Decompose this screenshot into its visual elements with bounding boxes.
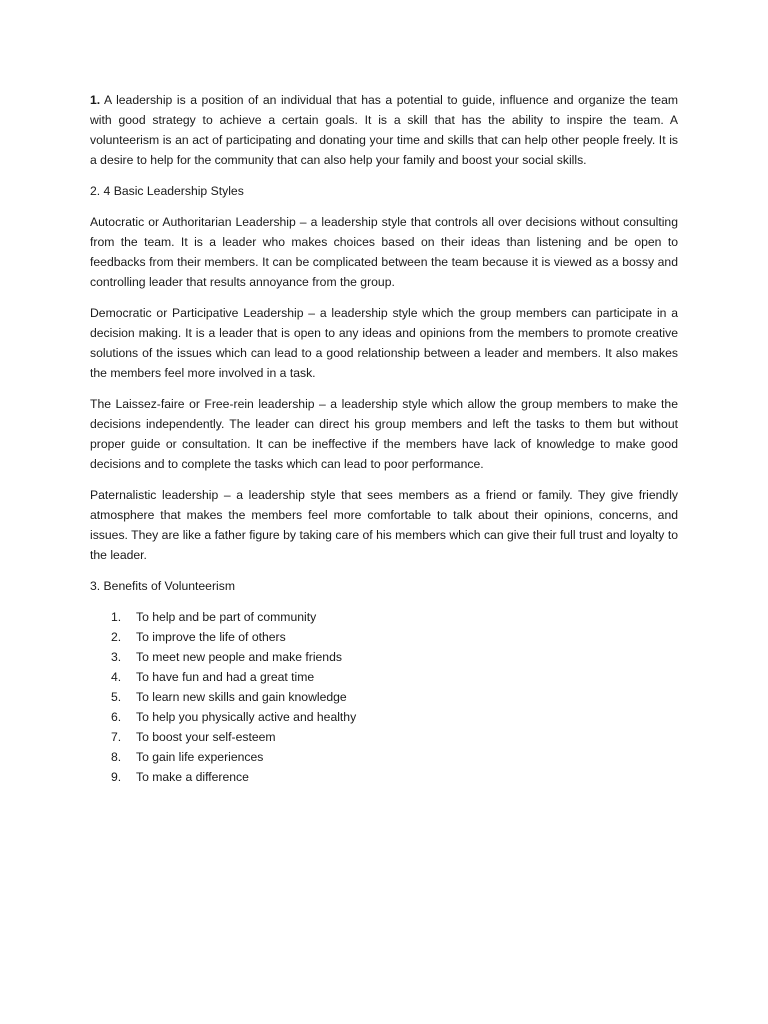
section-heading-benefits: 3. Benefits of Volunteerism bbox=[90, 579, 235, 593]
list-item-number: 2. bbox=[111, 630, 122, 644]
list-item bbox=[90, 667, 678, 687]
list-item-text: To learn new skills and gain knowledge bbox=[136, 690, 347, 704]
list-item-number: 1. bbox=[111, 610, 122, 624]
list-item-number: 6. bbox=[111, 710, 122, 724]
paragraph-paternalistic: Paternalistic leadership – a leadership style that sees members as a friend or family. They give friendly atmosphere that makes the members feel more comfortable to talk about their opinions, concerns, and issues. They are like a father figure by taking care of his members which can give their full trust and loyalty to the leader. bbox=[90, 488, 678, 562]
list-item-number: 9. bbox=[111, 770, 122, 784]
list-item-number: 8. bbox=[111, 750, 122, 764]
document-page bbox=[90, 90, 678, 787]
list-item bbox=[90, 627, 678, 647]
paragraph-number: 1. bbox=[90, 93, 101, 107]
list-item bbox=[90, 707, 678, 727]
list-item bbox=[90, 747, 678, 767]
list-item-text: To have fun and had a great time bbox=[136, 670, 315, 684]
list-item bbox=[90, 727, 678, 747]
benefits-list bbox=[90, 607, 678, 787]
list-item bbox=[90, 607, 678, 627]
paragraph-democratic: Democratic or Participative Leadership – a leadership style which the group members can participate in a decision making. It is a leader that is open to any ideas and opinions from the members to promote creative solutions of the issues which can lead to a good relationship between a leader and members. It also makes the members feel more involved in a task. bbox=[90, 306, 678, 380]
list-item-number: 5. bbox=[111, 690, 122, 704]
paragraph-definitions-text: A leadership is a position of an individual that has a potential to guide, influence and organize the team with good strategy to achieve a certain goals. It is a skill that has the ability to inspire the team. A volunteerism is an act of participating and donating your time and skills that can help other people freely. It is a desire to help for the community that can also help your family and boost your social skills. bbox=[90, 93, 678, 167]
list-item-text: To boost your self-esteem bbox=[136, 730, 276, 744]
list-item bbox=[90, 687, 678, 707]
paragraph-laissez-faire: The Laissez-faire or Free-rein leadership – a leadership style which allow the group members to make the decisions independently. The leader can direct his group members and left the tasks to them but without proper guide or consultation. It can be ineffective if the members have lack of knowledge to make good decisions and to complete the tasks which can lead to poor performance. bbox=[90, 397, 678, 471]
list-item-number: 3. bbox=[111, 650, 122, 664]
list-item-text: To help and be part of community bbox=[136, 610, 317, 624]
list-item-text: To gain life experiences bbox=[136, 750, 264, 764]
list-item-number: 7. bbox=[111, 730, 122, 744]
list-item-text: To improve the life of others bbox=[136, 630, 286, 644]
paragraph-autocratic: Autocratic or Authoritarian Leadership – a leadership style that controls all over decisions without consulting from the team. It is a leader who makes choices based on their ideas than listening and be open to feedbacks from their members. It can be complicated between the team because it is viewed as a bossy and controlling leader that results annoyance from the group. bbox=[90, 215, 678, 289]
list-item-number: 4. bbox=[111, 670, 122, 684]
list-item-text: To meet new people and make friends bbox=[136, 650, 342, 664]
list-item bbox=[90, 767, 678, 787]
section-heading-leadership-styles: 2. 4 Basic Leadership Styles bbox=[90, 184, 244, 198]
list-item-text: To help you physically active and healthy bbox=[136, 710, 357, 724]
list-item-text: To make a difference bbox=[136, 770, 249, 784]
list-item bbox=[90, 647, 678, 667]
paragraph-definitions bbox=[90, 90, 678, 170]
